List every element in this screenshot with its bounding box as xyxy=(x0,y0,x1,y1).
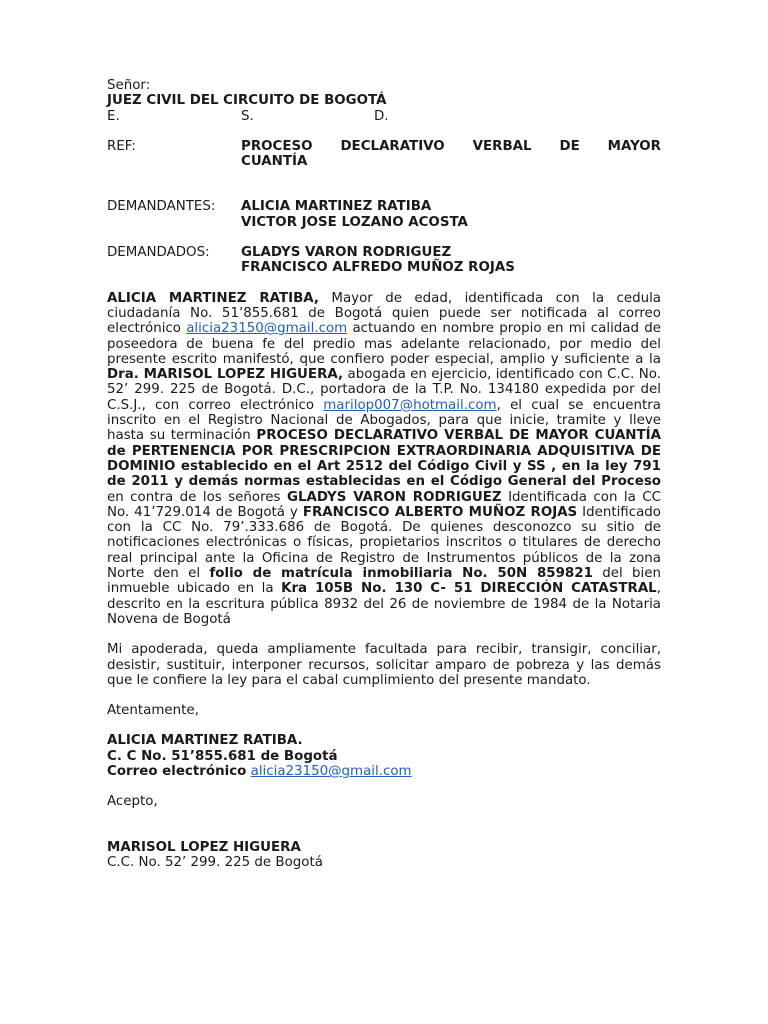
grantor-email-link[interactable]: alicia23150@gmail.com xyxy=(186,321,348,337)
attorney-email-link[interactable]: marilop007@hotmail.com xyxy=(323,397,497,413)
esd-e: E. xyxy=(107,108,120,124)
plaintiff-name: VICTOR JOSE LOZANO ACOSTA xyxy=(241,214,468,230)
addressee: JUEZ CIVIL DEL CIRCUITO DE BOGOTÁ xyxy=(107,93,387,109)
paragraph-text: abogada en ejercicio, identificado con C.C. No. 52’ 299. 225 de Bogotá. D.C., portadora de la T.P. No. 134180 expedida por del C.S.J., con correo electrónico xyxy=(107,367,661,413)
attorney-signature-name: MARISOL LOPEZ HIGUERA xyxy=(107,839,301,855)
defendant-name-inline: FRANCISCO ALBERTO MUÑOZ ROJAS xyxy=(302,504,578,520)
property-address: Kra 105B No. 130 C- 51 DIRECCIÓN CATASTRAL xyxy=(281,581,657,597)
defendants-label: DEMANDADOS: xyxy=(107,245,210,261)
paragraph-text: Identificado con la CC No. 79’.333.686 de Bogotá. De quienes desconozco su sitio de notificaciones electrónicas o físicas, propietarios inscritos o titulares de derecho real principal ante la Oficina de Registro de Instrumentos públicos de la zona Norte den el xyxy=(107,504,662,582)
ref-label: REF: xyxy=(107,138,136,154)
plaintiffs-label: DEMANDANTES: xyxy=(107,199,216,215)
paragraph-text: Identificada con la CC No. 41’729.014 de Bogotá y xyxy=(107,489,662,520)
signer-name: ALICIA MARTINEZ RATIBA. xyxy=(107,733,303,749)
reference-block xyxy=(107,139,661,170)
paragraph-text: , el cual se encuentra inscrito en el Registro Nacional de Abogados, para que inicie, tramite y lleve hasta su terminación xyxy=(107,397,661,444)
plaintiffs-block xyxy=(107,199,661,230)
plaintiff-name: ALICIA MARTINEZ RATIBA xyxy=(241,199,432,215)
grantor-name: ALICIA MARTINEZ RATIBA, xyxy=(107,290,319,306)
defendant-name: FRANCISCO ALFREDO MUÑOZ ROJAS xyxy=(241,260,515,276)
paragraph-text: Mayor de edad, identificada con la cedula ciudadanía No. 51’855.681 de Bogotá quien puede ser notificada al correo electrónico xyxy=(107,290,661,337)
paragraph-text: del bien inmueble ubicado en la xyxy=(107,566,661,597)
ref-line-2: CUANTÍA xyxy=(241,154,308,170)
signer-email-line xyxy=(107,764,661,779)
acceptance: Acepto, xyxy=(107,794,158,810)
signer-email-link[interactable]: alicia23150@gmail.com xyxy=(250,763,412,779)
defendant-name-inline: GLADYS VARON RODRIGUEZ xyxy=(286,489,502,505)
defendant-name: GLADYS VARON RODRIGUEZ xyxy=(241,245,452,261)
esd-s: S. xyxy=(241,108,254,124)
process-description: PROCESO DECLARATIVO VERBAL DE MAYOR CUANTÍA de PERTENENCIA POR PRESCRIPCION EXTRAORDINARIA ADQUISITIVA DE DOMINIO establecido en el Art 2512 del Código Civil y SS , en la ley 791 de 2011 y demás normas establecidas en el Código General del Proceso xyxy=(107,428,661,490)
letter-body xyxy=(107,78,661,870)
esd-line xyxy=(107,109,661,124)
paragraph-text: en contra de los señores xyxy=(107,489,287,505)
closing: Atentamente, xyxy=(107,703,199,719)
mandate-paragraph: Mi apoderada, queda ampliamente facultada para recibir, transigir, conciliar, desistir, sustituir, interponer recursos, solicitar amparo de pobreza y las demás que le confiere la ley para el cabal cumplimiento del presente mandato. xyxy=(107,642,661,688)
esd-d: D. xyxy=(374,108,389,124)
defendants-block xyxy=(107,245,661,276)
ref-line-1: PROCESO DECLARATIVO VERBAL DE MAYOR xyxy=(241,138,661,154)
power-of-attorney-paragraph xyxy=(107,291,661,628)
attorney-signature-id: C.C. No. 52’ 299. 225 de Bogotá xyxy=(107,854,323,870)
signer-id: C. C No. 51’855.681 de Bogotá xyxy=(107,748,338,764)
property-folio: folio de matrícula inmobiliaria No. 50N 859821 xyxy=(209,566,593,582)
paragraph-text: actuando en nombre propio en mi calidad de poseedora de buena fe del predio mas adelante relacionado, por medio del presente escrito manifestó, que confiero poder especial, amplio y suficiente a la xyxy=(107,321,661,367)
signer-email-label: Correo electrónico xyxy=(107,763,247,779)
paragraph-text: , descrito en la escritura pública 8932 del 26 de noviembre de 1984 de la Notaria Novena de Bogotá xyxy=(107,581,661,627)
attorney-name: Dra. MARISOL LOPEZ HIGUERA, xyxy=(107,367,344,383)
salutation: Señor: xyxy=(107,78,151,93)
